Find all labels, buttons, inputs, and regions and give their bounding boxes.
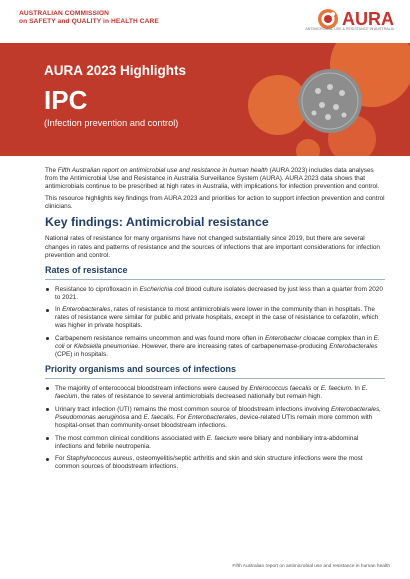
priority-list (45, 385, 385, 471)
section-divider (45, 279, 385, 280)
bullet-icon (46, 309, 49, 312)
bullet-icon (46, 408, 49, 411)
intro-section (45, 167, 385, 211)
commission-line2: on SAFETY and QUALITY in HEALTH CARE (19, 17, 159, 25)
header (0, 0, 410, 40)
rates-heading: Rates of resistance (45, 264, 128, 275)
commission-logo (19, 10, 159, 25)
bullet-icon (46, 288, 49, 291)
list-item: Resistance to ciprofloxacin in Escherichia coli blood culture isolates decreased by just less than a quarter from 2020 to 2021. (45, 286, 385, 302)
intro-paragraph: The Fifth Australian report on antimicrobial use and resistance in human health (AURA 2023) includes data analyses from the Antimicrobial Use and Resistance in Australia Surveillance System (AURA). AURA 2023 data shows that antimicrobials continue to be prescribed at high rates in Australia, with implications for infection prevention and control. (45, 167, 380, 191)
key-findings-text: National rates of resistance for many organisms have not changed substantially since 2019, but there are several changes in rates and patterns of resistance and the sources of infections that are important considerations for infection prevention and control. (45, 235, 380, 259)
aura-wordmark: AURA (342, 9, 394, 29)
list-item: In Enterobacterales, rates of resistance to most antimicrobials were lower in the community than in hospitals. The rates of resistance were similar for public and private hospitals, except in the case of resistance to cefazolin, which was higher in private hospitals. (45, 306, 385, 330)
bullet-icon (46, 437, 49, 440)
intro-paragraph: This resource highlights key findings from AURA 2023 and priorities for action to support infection prevention and control clinicians. (45, 195, 385, 211)
bullet-icon (46, 387, 49, 390)
rates-list (45, 286, 385, 360)
bullet-icon (46, 337, 49, 340)
hero-banner (0, 43, 410, 156)
priority-heading: Priority organisms and sources of infections (45, 364, 237, 375)
list-item: The most common clinical conditions associated with E. faecium were biliary and nonbiliary intra-abdominal infections and febrile neutropenia. (45, 435, 385, 451)
list-item: Carbapenem resistance remains uncommon and was found more often in Enterobacter cloacae complex than in E. coli or Klebsiella pneumoniae. However, there are increasing rates of carbapenemase-producing Enterobacterales (CPE) in hospitals. (45, 335, 385, 359)
banner-kicker: AURA 2023 Highlights (44, 63, 187, 78)
banner-title: IPC (44, 85, 88, 115)
banner-subtitle: (Infection prevention and control) (44, 118, 179, 128)
document-body (45, 167, 385, 476)
bullet-icon (46, 458, 49, 461)
aura-subtitle: ANTIMICROBIAL USE & RESISTANCE IN AUSTRALIA (305, 27, 394, 31)
key-findings-heading: Key findings: Antimicrobial resistance (45, 215, 269, 230)
list-item: For Staphylococcus aureus, osteomyelitis/septic arthritis and skin and skin structure infections were the most common sources of bloodstream infections. (45, 455, 385, 471)
commission-line1: AUSTRALIAN COMMISSION (19, 10, 110, 17)
section-divider (45, 378, 385, 379)
list-item: The majority of enterococcal bloodstream infections were caused by Enterococcus faecalis or E. faecium. In E. faecium, the rates of resistance to several antimicrobials decreased nationally but remain high. (45, 385, 385, 401)
list-item: Urinary tract infection (UTI) remains the most common source of bloodstream infections involving Enterobacterales, Pseudomonas aeruginosa and E. faecalis. For Enterobacterales, device-related UTIs remain more common with hospital-onset than community-onset bloodstream infections. (45, 406, 385, 430)
footer-text: Fifth Australian report on antimicrobial use and resistance in human health (232, 564, 390, 569)
